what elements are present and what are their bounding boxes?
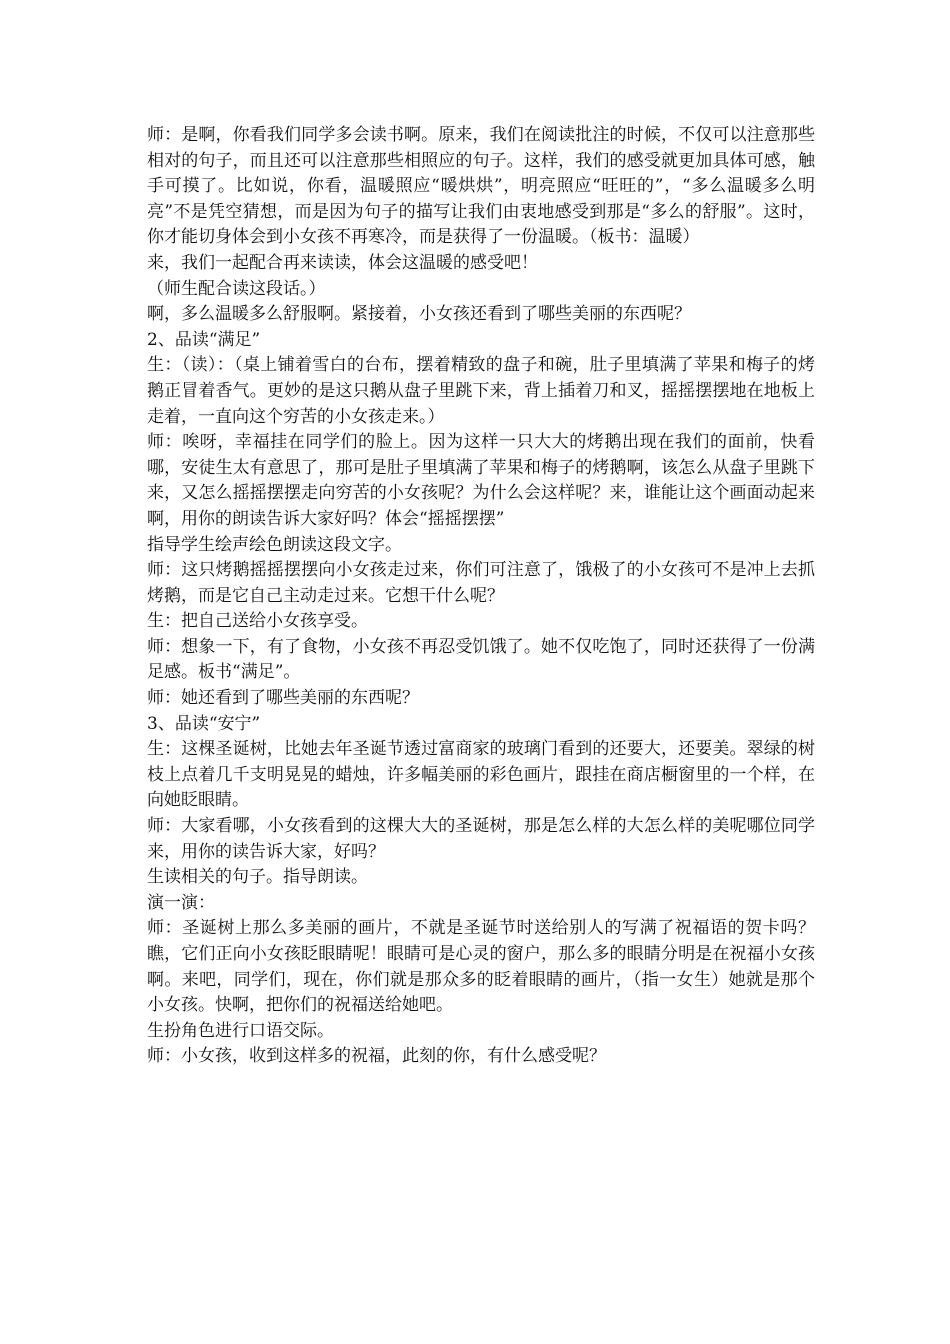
paragraph: 师：这只烤鹅摇摇摆摆向小女孩走过来，你们可注意了，饿极了的小女孩可不是冲上去抓烤鹅，而是它自己主动走过来。它想干什么呢？	[147, 560, 815, 606]
paragraph: 生：（读）：（桌上铺着雪白的台布，摆着精致的盘子和碗，肚子里填满了苹果和梅子的烤鹅正冒着香气。更妙的是这只鹅从盘子里跳下来，背上插着刀和叉，摇摇摆摆地在地板上走着，一直向这个穷苦的小女孩走来。）	[147, 355, 815, 427]
paragraph: 演一演：	[147, 892, 215, 913]
paragraph: 师：唉呀，幸福挂在同学们的脸上。因为这样一只大大的烤鹅出现在我们的面前，快看哪，安徒生太有意思了，那可是肚子里填满了苹果和梅子的烤鹅啊，该怎么从盘子里跳下来，又怎么摇摇摆摆走向穷苦的小女孩呢？为什么会这样呢？来，谁能让这个画面动起来啊，用你的朗读告诉大家好吗？体会“摇摇摆摆”	[147, 432, 815, 529]
paragraph: 师：大家看哪，小女孩看到的这棵大大的圣诞树，那是怎么样的大怎么样的美呢哪位同学来，用你的读告诉大家，好吗？	[147, 816, 815, 862]
paragraph: 生：这棵圣诞树，比她去年圣诞节透过富商家的玻璃门看到的还要大，还要美。翠绿的树枝上点着几千支明晃晃的蜡烛，许多幅美丽的彩色画片，跟挂在商店橱窗里的一个样，在向她眨眼睛。	[147, 739, 815, 811]
paragraph: 生扮角色进行口语交际。	[147, 1020, 334, 1041]
paragraph: 指导学生绘声绘色朗读这段文字。	[147, 534, 402, 555]
document-body	[147, 123, 815, 1070]
paragraph: 啊，多么温暖多么舒服啊。紧接着，小女孩还看到了哪些美丽的东西呢？	[147, 304, 691, 325]
paragraph: 生读相关的句子。指导朗读。	[147, 867, 368, 888]
paragraph: 师：想象一下，有了食物，小女孩不再忍受饥饿了。她不仅吃饱了，同时还获得了一份满足感。板书“满足”。	[147, 636, 815, 683]
section-heading: 3、品读“安宁”	[147, 713, 261, 734]
paragraph: 师：她还看到了哪些美丽的东西呢？	[147, 688, 419, 709]
section-heading: 2、品读“满足”	[147, 329, 261, 350]
paragraph: 来，我们一起配合再来读读，体会这温暖的感受吧！	[147, 252, 538, 273]
paragraph: 师：圣诞树上那么多美丽的画片，不就是圣诞节时送给别人的写满了祝福语的贺卡吗？瞧，它们正向小女孩眨眼睛呢！眼睛可是心灵的窗户，那么多的眼睛分明是在祝福小女孩啊。来吧，同学们，现在，你们就是那众多的眨着眼睛的画片，（指一女生）她就是那个小女孩。快啊，把你们的祝福送给她吧。	[147, 918, 815, 1016]
paragraph: 生：把自己送给小女孩享受。	[147, 611, 368, 632]
paragraph: 师：是啊，你看我们同学多会读书啊。原来，我们在阅读批注的时候，不仅可以注意那些相对的句子，而且还可以注意那些相照应的句子。这样，我们的感受就更加具体可感，触手可摸了。比如说，你看，温暖照应“暖烘烘”，明亮照应“旺旺的”，“多么温暖多么明亮”不是凭空猜想，而是因为句子的描写让我们由衷地感受到那是“多么的舒服”。这时，你才能切身体会到小女孩不再寒冷，而是获得了一份温暖。（板书：温暖）	[147, 125, 815, 248]
paragraph: 师：小女孩，收到这样多的祝福，此刻的你，有什么感受呢？	[147, 1046, 606, 1067]
paragraph: （师生配合读这段话。）	[147, 278, 326, 299]
